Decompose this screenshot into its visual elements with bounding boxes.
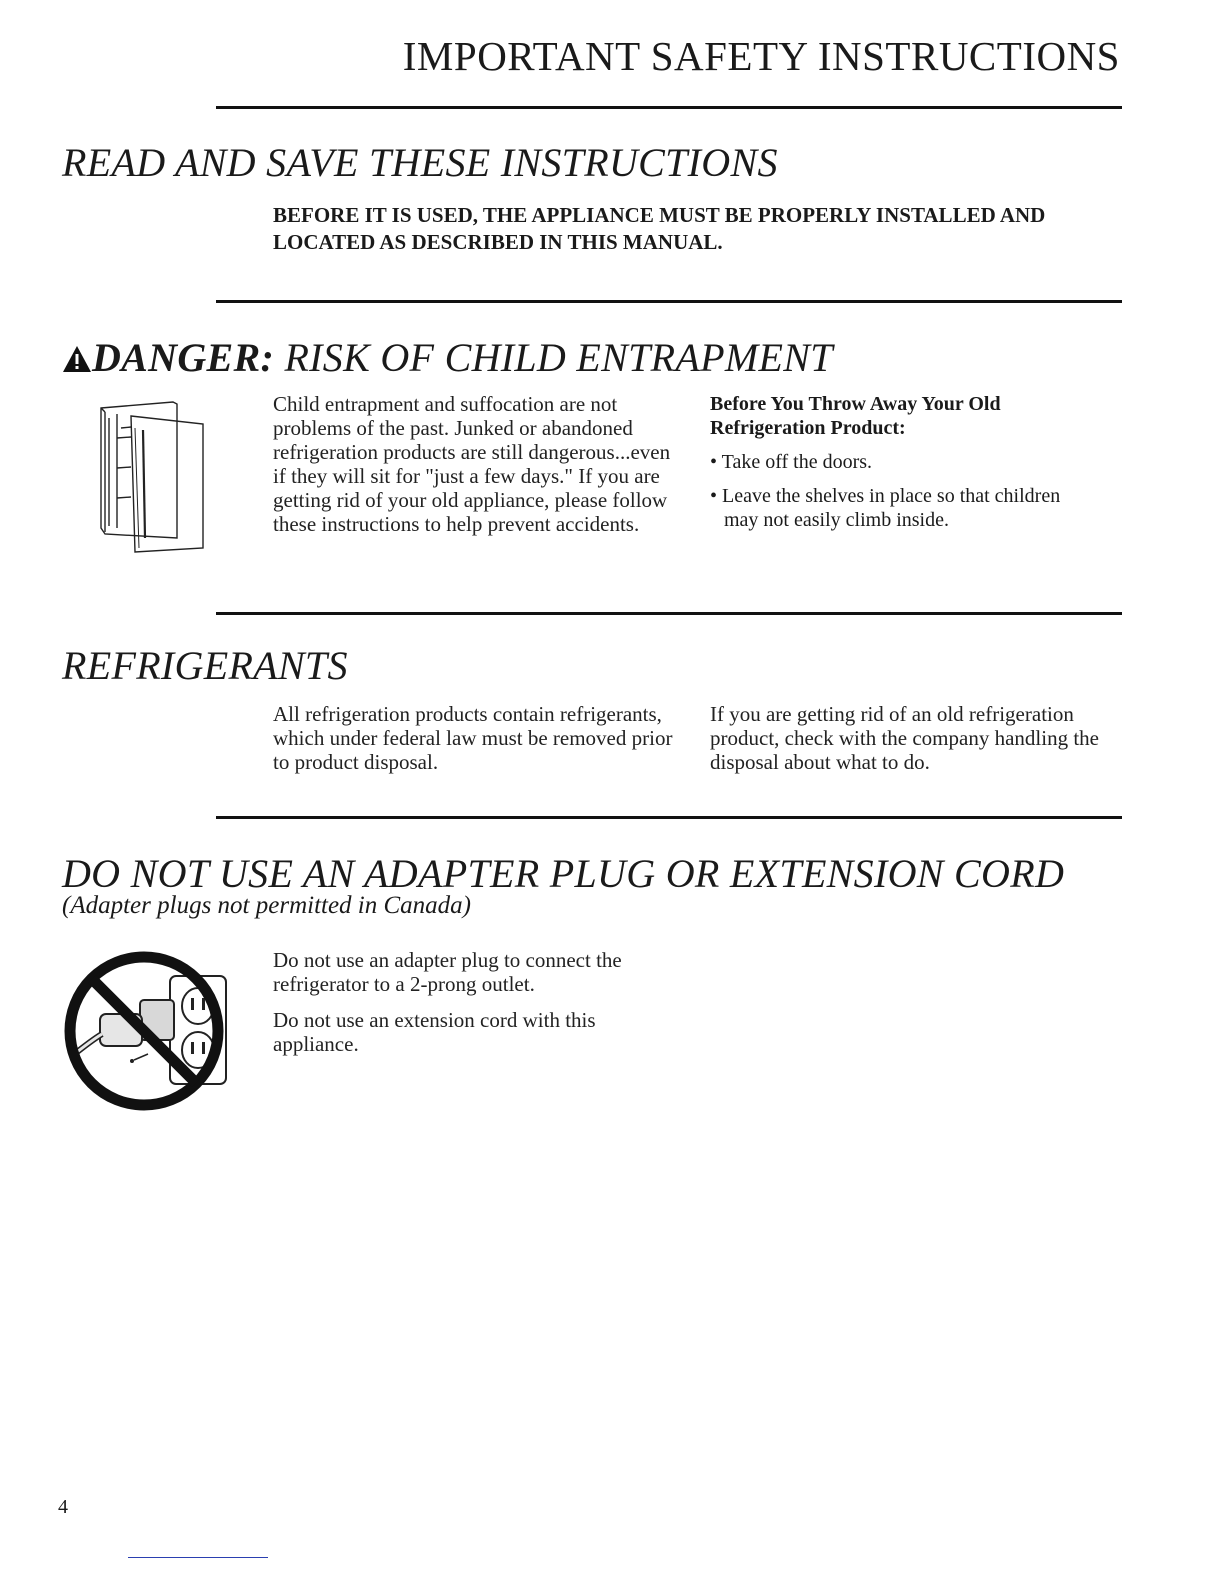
page-title: IMPORTANT SAFETY INSTRUCTIONS <box>402 33 1120 79</box>
adapter-para1: Do not use an adapter plug to connect the refrigerator to a 2-prong outlet. <box>273 948 622 996</box>
refrigerants-col1: All refrigeration products contain refrigerants, which under federal law must be removed prior to product disposal. <box>273 702 673 774</box>
adapter-subheading: (Adapter plugs not permitted in Canada) <box>62 892 471 919</box>
list-item: • Leave the shelves in place so that children may not easily climb inside. <box>710 485 1061 531</box>
warning-triangle-icon <box>62 345 92 373</box>
list-item: • Take off the doors. <box>710 451 873 473</box>
divider <box>216 612 1122 615</box>
disposal-heading: Before You Throw Away Your Old Refrigeration Product: <box>710 393 1001 439</box>
divider <box>216 816 1122 819</box>
danger-heading: RISK OF CHILD ENTRAPMENT <box>284 335 833 380</box>
danger-body: Child entrapment and suffocation are not problems of the past. Junked or abandoned refrigeration products are still dangerous...even if they will sit for "just a few days." If you are getting rid of your old appliance, please follow these instructions to help prevent accidents. <box>273 392 671 536</box>
disposal-instructions <box>710 392 1090 532</box>
adapter-para2: Do not use an extension cord with this appliance. <box>273 1008 596 1056</box>
read-save-heading: READ AND SAVE THESE INSTRUCTIONS <box>62 140 778 185</box>
refrigerants-col2: If you are getting rid of an old refrigeration product, check with the company handling the disposal about what to do. <box>710 702 1099 774</box>
divider <box>216 106 1122 109</box>
danger-label: DANGER: <box>92 335 275 380</box>
refrigerator-illustration <box>95 398 210 553</box>
refrigerants-heading: REFRIGERANTS <box>62 643 348 688</box>
footer-line <box>128 1557 268 1558</box>
install-note: BEFORE IT IS USED, THE APPLIANCE MUST BE PROPERLY INSTALLED AND LOCATED AS DESCRIBED IN THIS MANUAL. <box>273 203 1046 254</box>
adapter-heading: DO NOT USE AN ADAPTER PLUG OR EXTENSION CORD <box>62 851 1065 896</box>
page-number: 4 <box>58 1496 68 1518</box>
divider <box>216 300 1122 303</box>
no-adapter-plug-icon <box>62 948 242 1118</box>
danger-heading-row <box>62 334 833 381</box>
